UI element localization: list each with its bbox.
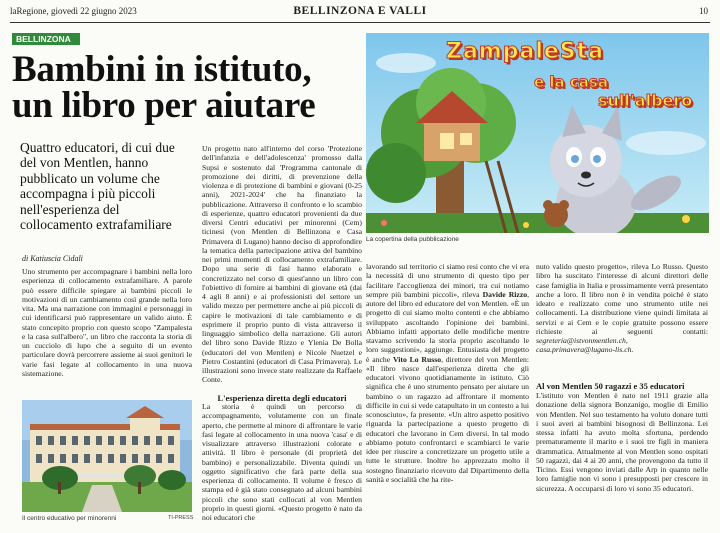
name-davide-rizzo: Davide Rizzo [482, 289, 528, 299]
contact-emails: segreteria@istvonmentlen.ch, casa.primavera@lugano-lis.ch. [536, 336, 634, 355]
headline-line-1: Bambini in istituto, [12, 49, 312, 90]
body-column-1: Uno strumento per accompagnare i bambini nella loro esperienza di collocamento extrafamiliare. A parole può essere difficile spiegare ai bambini piccoli le motivazioni di un cambiamento così grande nella loro vita. Ma una narrazione con immagini e personaggi in cui identificarsi può rappresentare un valido aiuto. È stato concepito proprio con questo scopo "Zampalesta e la casa sull'albero", un libro che racconta la storia di un cucciolo di lupo che a seguito di un evento particolare dovrà percorrere assieme ai suoi genitori le varie fasi legate al collocamento in una nuova sistemazione. [22, 267, 192, 378]
cover-title-line-1: ZampaleSta [446, 39, 604, 64]
photo-credit: TI-PRESS [168, 515, 194, 521]
byline: di Katiuscia Cidali [22, 254, 83, 263]
subheading-von-mentlen: Al von Mentlen 50 ragazzi e 35 educatori [536, 381, 685, 391]
body-column-2: Un progetto nato all'interno del corso 'Protezione dell'infanzia e dell'adolescenza' promosso dalla Supsi e sostenuto dal 'Programma cantonale di promozione dei diritti, di prevenzione della violenza e di protezione di bambini e giovani (0-25 anni), 2021-2024' che ha finanziato la pubblicazione. Attraverso il confronto e lo scambio di esperienze, quattro educatori provenienti da due diversi Centri educativi per minorenni (Cem) ticinesi (von Mentlen di Bellinzona e Casa Primavera di Lugano) hanno deciso di approfondire la tematica della partecipazione attiva del bambino nei primi momenti di collocamento extrafamiliare. Dopo una serie di fasi hanno elaborato e concretizzato nel corso di quest'anno un libro con l'obiettivo di fornire ai bambini di giovane età (dai 4 agli 8 anni) e ai professionisti del settore un valido mezzo per permettere anche ai più piccoli di capire le motivazioni di tale cambiamento e di esprimere il proprio punto di vista attraverso il linguaggio simbolico della narrazione. Gli autori del libro sono Davide Rizzo e Ylenia De Bolla (educatori del von Mentlen) e Nicole Nuetzel e Pietro Costantini (educatori di Casa Primavera). Le illustrazioni sono invece state realizzate da Raffaele Conte. [202, 144, 362, 385]
body-column-4 [536, 262, 708, 358]
name-vito-lo-russo: Vito Lo Russo [392, 354, 442, 364]
headline [12, 49, 362, 126]
col3-text-b: , autore del libro ed educatore del von Mentlen. «È un progetto di cui siamo molto contenti e che abbiamo sviluppato ascoltando l'opinione dei bambini. Abbiamo infatti apportato delle modifiche mentre stavamo scrivendo la storia proprio ascoltando le loro suggestioni», aggiunge. Entusiasta del progetto è anche [366, 289, 529, 364]
cover-caption: La copertina della pubblicazione [366, 236, 459, 243]
newspaper-date: laRegione, giovedì 22 giugno 2023 [10, 6, 137, 16]
header-divider [10, 22, 710, 23]
section-title: BELLINZONA E VALLI [293, 5, 427, 17]
building-photo [22, 400, 192, 512]
cover-title-line-3: sull'albero [598, 91, 693, 110]
building-illustration [22, 400, 192, 512]
page-number: 10 [699, 6, 708, 16]
headline-line-2: un libro per aiutare [12, 85, 316, 126]
body-column-3 [366, 262, 529, 528]
body-column-2-continued: La storia è quindi un percorso di accompagnamento, volutamente con un finale aperto, che permette al minore di affrontare le varie fasi legate al collocamento in una nuova 'casa' e di visualizzare attraverso illustrazioni colorate e attività. Il libro è personale (di proprietà del bambino) e personalizzabile. Diventa quindi un oggetto significativo che farà parte della sua esperienza di collocamento. Il volume è fresco di stampa ed è già stato consegnato ad alcuni bambini piccoli che sono stati collocati al von Mentlen proprio in questi giorni. «Questo progetto è nato da noi educatori che [202, 402, 362, 522]
col4-text-a: nuto valido questo progetto», rileva Lo Russo. Questo libro ha suscitato l'interesse di alcuni direttori delle case famiglia in Italia e prossimamente verrà presentato anche a loro. Il libro non è in vendita poiché è stato ideato e realizzato come uno strumento utile nei collocamenti. La distribuzione viene quindi limitata ai servizi e ai Cem e le copie gratuite possono essere richieste ai seguenti contatti: [536, 262, 708, 336]
col3-text-c: , direttore del von Mentlen: «Il libro nasce dall'esperienza diretta che gli educatori vivono quotidianamente in istituto. Ciò significa che è uno strumento pensato per aiutare un bambino o un ragazzo ad affrontare il momento difficile in cui si vede catapultato in un contesto a lui sconosciuto», fa presente. «Un altro aspetto positivo riguarda la partecipazione a questo progetto di educatori che lavorano in Cem diversi. In tal modo abbiamo potuto confrontarci e scambiarci le varie idee per riuscire a concretizzare un progetto utile a tutte le strutture. Inoltre ho apprezzato molto il sostegno finanziario ricevuto dal Dipartimento della sanità e socialità che ha rite- [366, 354, 529, 484]
col3-text-a: lavorando sul territorio ci siamo resi conto che vi era la necessità di uno strumento di questo tipo per facilitare l'accoglienza dei minori, tra cui notiamo sempre più bambini piccoli», rileva [366, 262, 529, 299]
photo-caption: Il centro educativo per minorenni [22, 515, 117, 522]
section-tag: BELLINZONA [12, 33, 80, 45]
book-cover-image [366, 33, 709, 233]
cover-title-line-2: e la casa [534, 73, 608, 91]
subheading-experience: L'esperienza diretta degli educatori [217, 393, 347, 403]
body-column-4-continued: L'istituto von Mentlen è nato nel 1911 grazie alla donazione della signora Bonzanigo, moglie di Emilio von Mentlen. Nel suo testamento ha voluto donare tutti i suoi averi ai bambini bisognosi di Bellinzona. Lei stessa infatti ha avuto molta sfortuna, perdendo prematuramente il marito e i suoi tre figli in maniera drammatica. Attualmente al von Mentlen sono ospitati 50 ragazzi, dai 4 ai 20 anni, che provengono da tutto il Ticino. Essi vengono inviati dalle Arp in quanto nelle loro famiglie non vi sono i presupposti per crescere in sicurezza. A occuparsi di loro vi sono 35 educatori. [536, 391, 708, 493]
article-deck: Quattro educatori, di cui due del von Mentlen, hanno pubblicato un volume che accompagna i più piccoli nell'esperienza del collocamento extrafamiliare [20, 140, 175, 233]
